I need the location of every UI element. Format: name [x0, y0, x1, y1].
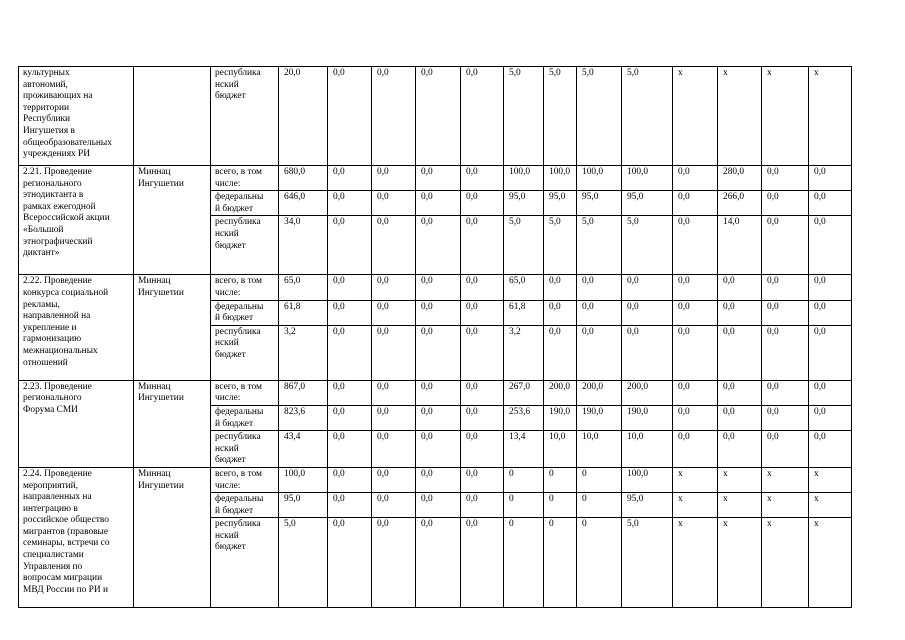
value-cell: 95,0: [622, 493, 673, 518]
value-cell: 0,0: [718, 380, 762, 405]
activity-name-cell: 2.22. Проведение конкурса социальной рекламы, направленной на укрепление и гармонизацию межнациональных отношений: [19, 275, 134, 380]
value-cell: 0,0: [461, 191, 504, 216]
budget-table: [18, 66, 852, 608]
value-cell: 0,0: [673, 325, 718, 380]
value-cell: 0: [504, 493, 544, 518]
value-cell: х: [718, 518, 762, 608]
value-cell: 0,0: [673, 405, 718, 430]
value-cell: 0,0: [416, 275, 461, 300]
value-cell: 0,0: [809, 405, 852, 430]
value-cell: 0,0: [372, 300, 416, 325]
value-cell: 0,0: [461, 405, 504, 430]
value-cell: 0,0: [762, 300, 809, 325]
value-cell: 0,0: [461, 67, 504, 166]
value-cell: 0,0: [673, 300, 718, 325]
value-cell: 0,0: [461, 518, 504, 608]
value-cell: 0,0: [328, 467, 372, 492]
value-cell: 0,0: [328, 191, 372, 216]
value-cell: 0,0: [762, 216, 809, 275]
value-cell: х: [718, 67, 762, 166]
value-cell: 0,0: [718, 431, 762, 468]
value-cell: 0,0: [372, 380, 416, 405]
value-cell: 190,0: [577, 405, 622, 430]
value-cell: 0,0: [544, 325, 577, 380]
value-cell: 0: [544, 467, 577, 492]
value-cell: 0,0: [762, 325, 809, 380]
value-cell: 0,0: [544, 300, 577, 325]
value-cell: х: [762, 518, 809, 608]
value-cell: 0: [577, 518, 622, 608]
value-cell: 266,0: [718, 191, 762, 216]
value-cell: 5,0: [544, 216, 577, 275]
value-cell: 5,0: [504, 67, 544, 166]
value-cell: 10,0: [577, 431, 622, 468]
value-cell: 100,0: [279, 467, 328, 492]
value-cell: 10,0: [544, 431, 577, 468]
value-cell: 200,0: [577, 380, 622, 405]
value-cell: 0,0: [372, 216, 416, 275]
funding-source-cell: всего, в том числе:: [211, 380, 279, 405]
value-cell: 0,0: [461, 431, 504, 468]
value-cell: 0,0: [416, 67, 461, 166]
value-cell: 0,0: [762, 191, 809, 216]
value-cell: 200,0: [622, 380, 673, 405]
value-cell: 0,0: [762, 405, 809, 430]
executor-cell: Миннац Ингушетии: [134, 275, 211, 380]
value-cell: 0,0: [372, 275, 416, 300]
funding-source-cell: республика нский бюджет: [211, 431, 279, 468]
value-cell: 3,2: [279, 325, 328, 380]
value-cell: 20,0: [279, 67, 328, 166]
value-cell: 0,0: [762, 380, 809, 405]
value-cell: 0,0: [372, 67, 416, 166]
value-cell: 0,0: [416, 166, 461, 191]
value-cell: 0,0: [673, 166, 718, 191]
value-cell: 0,0: [461, 380, 504, 405]
value-cell: 253,6: [504, 405, 544, 430]
value-cell: 680,0: [279, 166, 328, 191]
funding-source-cell: федеральны й бюджет: [211, 493, 279, 518]
value-cell: 5,0: [279, 518, 328, 608]
value-cell: 0: [577, 467, 622, 492]
funding-source-cell: всего, в том числе:: [211, 467, 279, 492]
value-cell: 0: [544, 493, 577, 518]
value-cell: 0,0: [809, 325, 852, 380]
value-cell: 0,0: [577, 275, 622, 300]
value-cell: 0,0: [809, 216, 852, 275]
value-cell: 0,0: [328, 405, 372, 430]
value-cell: 0,0: [809, 166, 852, 191]
value-cell: 0: [544, 518, 577, 608]
value-cell: 0,0: [328, 431, 372, 468]
value-cell: 267,0: [504, 380, 544, 405]
value-cell: 100,0: [504, 166, 544, 191]
value-cell: 61,8: [279, 300, 328, 325]
value-cell: 0,0: [809, 380, 852, 405]
value-cell: 5,0: [622, 518, 673, 608]
value-cell: 100,0: [544, 166, 577, 191]
value-cell: 95,0: [622, 191, 673, 216]
value-cell: 0,0: [328, 166, 372, 191]
table-row: [19, 275, 852, 300]
value-cell: 100,0: [577, 166, 622, 191]
value-cell: 0,0: [416, 467, 461, 492]
value-cell: 0,0: [809, 431, 852, 468]
value-cell: 646,0: [279, 191, 328, 216]
value-cell: 0,0: [718, 325, 762, 380]
table-row: [19, 380, 852, 405]
value-cell: 0,0: [809, 300, 852, 325]
value-cell: 0,0: [673, 275, 718, 300]
value-cell: 0,0: [416, 325, 461, 380]
value-cell: 0,0: [416, 216, 461, 275]
value-cell: 0,0: [577, 300, 622, 325]
value-cell: 0,0: [809, 275, 852, 300]
value-cell: 0,0: [461, 300, 504, 325]
value-cell: 0,0: [718, 300, 762, 325]
value-cell: 0,0: [416, 191, 461, 216]
value-cell: 190,0: [622, 405, 673, 430]
value-cell: 200,0: [544, 380, 577, 405]
value-cell: 190,0: [544, 405, 577, 430]
value-cell: 0,0: [372, 405, 416, 430]
value-cell: 0,0: [416, 380, 461, 405]
value-cell: х: [673, 518, 718, 608]
value-cell: 0,0: [673, 431, 718, 468]
value-cell: 0,0: [461, 325, 504, 380]
value-cell: 34,0: [279, 216, 328, 275]
value-cell: 0,0: [372, 166, 416, 191]
value-cell: 0,0: [577, 325, 622, 380]
value-cell: 65,0: [279, 275, 328, 300]
value-cell: 0,0: [372, 467, 416, 492]
value-cell: 0,0: [622, 300, 673, 325]
value-cell: 0,0: [328, 216, 372, 275]
executor-cell: Миннац Ингушетии: [134, 380, 211, 467]
value-cell: 65,0: [504, 275, 544, 300]
value-cell: 0,0: [461, 467, 504, 492]
value-cell: 823,6: [279, 405, 328, 430]
value-cell: 14,0: [718, 216, 762, 275]
funding-source-cell: республика нский бюджет: [211, 325, 279, 380]
value-cell: 0,0: [328, 300, 372, 325]
value-cell: 10,0: [622, 431, 673, 468]
funding-source-cell: федеральны й бюджет: [211, 405, 279, 430]
value-cell: 0,0: [416, 518, 461, 608]
activity-name-cell: 2.21. Проведение регионального этнодиктанта в рамках ежегодной Всероссийской акции «Большой этнографический диктант»: [19, 166, 134, 275]
value-cell: 0,0: [328, 493, 372, 518]
value-cell: 5,0: [544, 67, 577, 166]
value-cell: 0,0: [673, 380, 718, 405]
value-cell: х: [673, 67, 718, 166]
funding-source-cell: всего, в том числе:: [211, 166, 279, 191]
value-cell: 0,0: [372, 191, 416, 216]
value-cell: 0,0: [461, 493, 504, 518]
funding-source-cell: всего, в том числе:: [211, 275, 279, 300]
value-cell: 0,0: [718, 275, 762, 300]
value-cell: 0,0: [328, 518, 372, 608]
value-cell: 0,0: [328, 275, 372, 300]
value-cell: 5,0: [504, 216, 544, 275]
value-cell: 95,0: [544, 191, 577, 216]
value-cell: 0,0: [372, 325, 416, 380]
value-cell: 5,0: [577, 67, 622, 166]
activity-name-cell: культурных автономий, проживающих на территории Республики Ингушетия в общеобразовательных учреждениях РИ: [19, 67, 134, 166]
executor-cell: Миннац Ингушетии: [134, 467, 211, 607]
value-cell: 0,0: [416, 493, 461, 518]
value-cell: 0,0: [328, 67, 372, 166]
value-cell: 100,0: [622, 467, 673, 492]
value-cell: 3,2: [504, 325, 544, 380]
value-cell: 0,0: [461, 166, 504, 191]
funding-source-cell: республика нский бюджет: [211, 67, 279, 166]
value-cell: 0,0: [673, 191, 718, 216]
value-cell: х: [809, 467, 852, 492]
value-cell: х: [673, 467, 718, 492]
value-cell: х: [762, 493, 809, 518]
value-cell: 0: [504, 518, 544, 608]
executor-cell: [134, 67, 211, 166]
activity-name-cell: 2.23. Проведение регионального Форума СМИ: [19, 380, 134, 467]
value-cell: 0,0: [372, 518, 416, 608]
value-cell: х: [809, 67, 852, 166]
value-cell: 0,0: [762, 275, 809, 300]
value-cell: 5,0: [577, 216, 622, 275]
executor-cell: Миннац Ингушетии: [134, 166, 211, 275]
table-row: [19, 467, 852, 492]
value-cell: х: [809, 493, 852, 518]
value-cell: 0,0: [809, 191, 852, 216]
value-cell: 0,0: [416, 405, 461, 430]
value-cell: х: [718, 493, 762, 518]
value-cell: 0,0: [372, 431, 416, 468]
value-cell: 0,0: [762, 166, 809, 191]
funding-source-cell: федеральны й бюджет: [211, 300, 279, 325]
value-cell: 0,0: [461, 275, 504, 300]
value-cell: 0: [504, 467, 544, 492]
value-cell: 95,0: [577, 191, 622, 216]
value-cell: 0,0: [416, 300, 461, 325]
value-cell: 95,0: [504, 191, 544, 216]
value-cell: 0: [577, 493, 622, 518]
value-cell: 0,0: [622, 275, 673, 300]
value-cell: 0,0: [673, 216, 718, 275]
value-cell: 0,0: [718, 405, 762, 430]
value-cell: 0,0: [328, 325, 372, 380]
value-cell: х: [809, 518, 852, 608]
table-row: [19, 67, 852, 166]
value-cell: 100,0: [622, 166, 673, 191]
value-cell: х: [718, 467, 762, 492]
value-cell: 0,0: [328, 380, 372, 405]
value-cell: 13,4: [504, 431, 544, 468]
value-cell: 0,0: [544, 275, 577, 300]
value-cell: 61,8: [504, 300, 544, 325]
value-cell: 0,0: [461, 216, 504, 275]
value-cell: 0,0: [762, 431, 809, 468]
value-cell: 5,0: [622, 67, 673, 166]
value-cell: х: [673, 493, 718, 518]
funding-source-cell: республика нский бюджет: [211, 518, 279, 608]
table-row: [19, 166, 852, 191]
activity-name-cell: 2.24. Проведение мероприятий, направленных на интеграцию в российское общество мигрантов (правовые семинары, встречи со специалистами Управления по вопросам миграции МВД России по РИ и: [19, 467, 134, 607]
funding-source-cell: республика нский бюджет: [211, 216, 279, 275]
value-cell: 43,4: [279, 431, 328, 468]
value-cell: 5,0: [622, 216, 673, 275]
funding-source-cell: федеральны й бюджет: [211, 191, 279, 216]
value-cell: 867,0: [279, 380, 328, 405]
value-cell: 0,0: [622, 325, 673, 380]
value-cell: 280,0: [718, 166, 762, 191]
value-cell: 0,0: [372, 493, 416, 518]
value-cell: х: [762, 467, 809, 492]
value-cell: х: [762, 67, 809, 166]
value-cell: 95,0: [279, 493, 328, 518]
value-cell: 0,0: [416, 431, 461, 468]
